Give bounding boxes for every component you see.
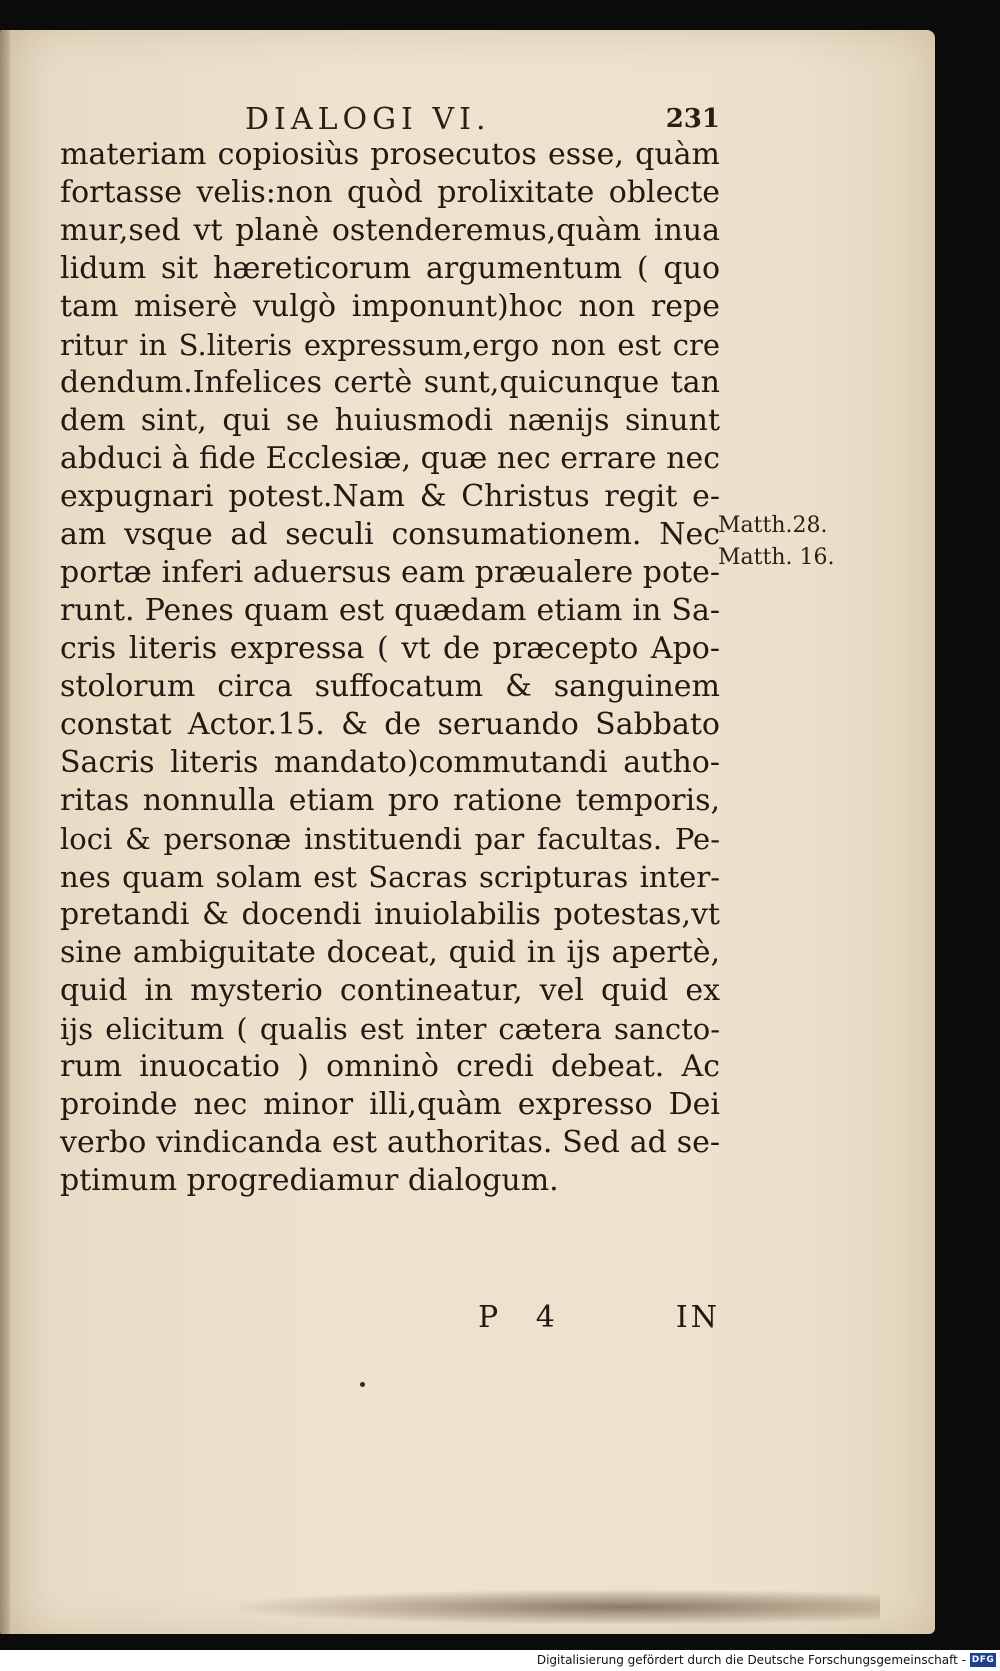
margin-note: Matth.28.: [718, 513, 828, 538]
text-line: constat Actor.15. & de seruando Sabbato: [60, 707, 720, 742]
text-line: dendum.Infelices certè sunt,quicunque tan: [60, 365, 720, 400]
text-line: mur,sed vt planè ostenderemus,quàm inua: [60, 213, 720, 248]
page-footer: [60, 1300, 720, 1340]
text-line: expugnari potest.Nam & Christus regit e-: [60, 479, 720, 514]
text-line: abduci à fide Ecclesiæ, quæ nec errare nec: [60, 441, 721, 476]
text-line: ritas nonnulla etiam pro ratione temporis,: [60, 783, 720, 818]
text-line: portæ inferi aduersus eam præualere pote-: [60, 555, 720, 590]
text-line: cris literis expressa ( vt de præcepto Apo-: [60, 631, 720, 666]
signature-mark: P 4: [478, 1300, 569, 1335]
page-gutter-edge: [0, 30, 10, 1634]
text-line: am vsque ad seculi consumationem. Nec: [60, 517, 720, 552]
text-line: ijs elicitum ( qualis est inter cætera sancto-: [60, 1012, 720, 1046]
text-line: materiam copiosiùs prosecutos esse, quàm: [60, 137, 720, 172]
text-line: quid in mysterio contineatur, vel quid ex: [60, 973, 720, 1008]
digitization-credit-bar: [0, 1650, 1000, 1671]
text-line: lidum sit hæreticorum argumentum ( quo: [60, 251, 720, 286]
page-stain: [240, 1590, 880, 1624]
credit-text: Digitalisierung gefördert durch die Deutsche Forschungsgemeinschaft -: [536, 1653, 966, 1667]
ink-speck: [360, 1382, 365, 1387]
text-line: fortasse velis:non quòd prolixitate oblecte: [60, 175, 720, 210]
text-line: ritur in S.literis expressum,ergo non est cre: [60, 328, 720, 362]
text-line: loci & personæ instituendi par facultas. Pe-: [60, 822, 720, 856]
text-line: pretandi & docendi inuiolabilis potestas,vt: [60, 897, 720, 932]
text-line: verbo vindicanda est authoritas. Sed ad se-: [60, 1125, 720, 1160]
catchword: IN: [675, 1300, 720, 1335]
text-line: stolorum circa suffocatum & sanguinem: [60, 669, 720, 704]
running-title: DIALOGI VI.: [245, 102, 491, 137]
text-line: proinde nec minor illi,quàm expresso Dei: [60, 1087, 720, 1122]
text-line: sine ambiguitate doceat, quid in ijs apertè,: [60, 935, 720, 970]
text-line: dem sint, qui se huiusmodi nænijs sinunt: [60, 403, 720, 438]
dfg-logo-icon: DFG: [971, 1655, 995, 1665]
text-line: rum inuocatio ) omninò credi debeat. Ac: [60, 1049, 720, 1084]
text-line: runt. Penes quam est quædam etiam in Sa-: [60, 593, 720, 628]
text-line: Sacris literis mandato)commutandi autho-: [60, 745, 720, 780]
text-line: nes quam solam est Sacras scripturas inter-: [60, 860, 720, 894]
page-number: 231: [665, 104, 720, 134]
margin-note: Matth. 16.: [718, 545, 835, 570]
text-line: tam miserè vulgò imponunt)hoc non repe: [60, 289, 720, 324]
text-line: ptimum progrediamur dialogum.: [60, 1163, 559, 1198]
